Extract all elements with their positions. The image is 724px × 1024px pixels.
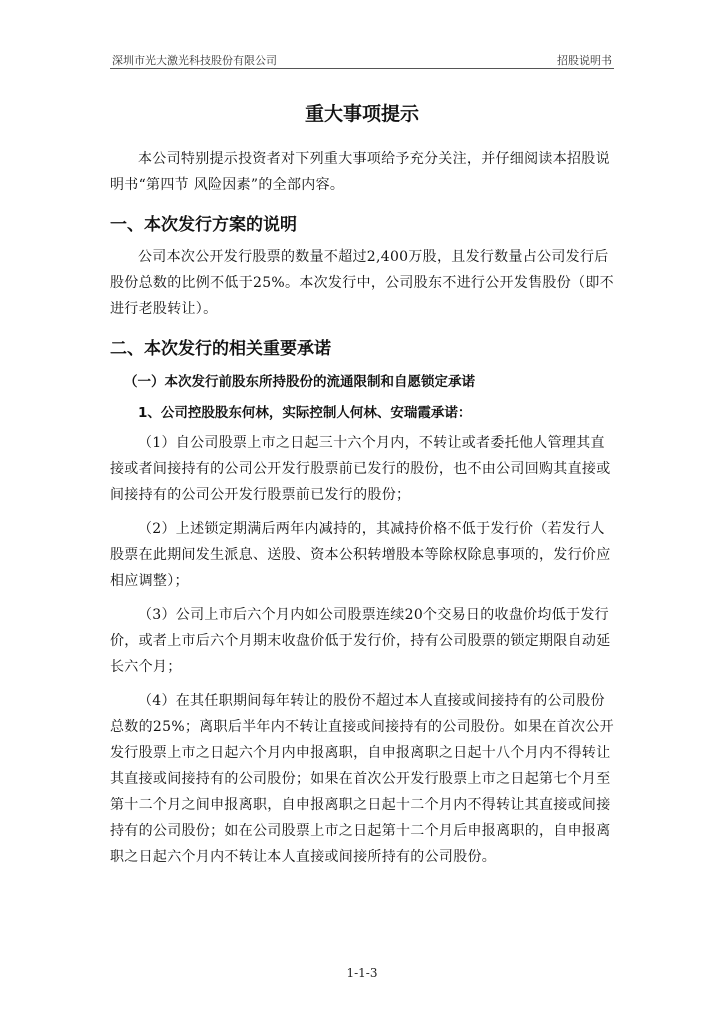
page-title: 重大事项提示 xyxy=(304,103,419,125)
section1-heading: 一、本次发行方案的说明 xyxy=(110,215,297,235)
page-number: 1-1-3 xyxy=(346,966,378,980)
page-header xyxy=(110,50,614,69)
section2-heading: 二、本次发行的相关重要承诺 xyxy=(110,339,331,359)
item1-heading: 1、公司控股股东何林，实际控制人何林、安瑞霞承诺： xyxy=(138,405,472,421)
header-company-name: 深圳市光大激光科技股份有限公司 xyxy=(112,54,277,67)
clause-4: （4）在其任职期间每年转让的股份不超过本人直接或间接持有的公司股份总数的25%；离职后半年内不转让直接或间接持有的公司股份。如果在首次公开发行股票上市之日起六个月内申报离职，自申报离职之日起十八个月内不得转让其直接或间接持有的公司股份；如果在首次公开发行股票上市之日起第七个月至第十二个月之间申报离职，自申报离职之日起十二个月内不得转让其直接或间接持有的公司股份；如在公司股票上市之日起第十二个月后申报离职的，自申报离职之日起六个月内不转让本人直接或间接所持有的公司股份。 xyxy=(110,693,614,865)
intro-paragraph: 本公司特别提示投资者对下列重大事项给予充分关注，并仔细阅读本招股说明书“第四节 风险因素”的全部内容。 xyxy=(110,151,610,193)
page-content xyxy=(110,92,614,870)
section1-body: 公司本次公开发行股票的数量不超过2,400万股，且发行数量占公司发行后股份总数的比例不低于25%。本次发行中，公司股东不进行公开发售股份（即不进行老股转让）。 xyxy=(110,249,614,317)
clause-1: （1）自公司股票上市之日起三十六个月内，不转让或者委托他人管理其直接或者间接持有的公司公开发行股票前已发行的股份，也不由公司回购其直接或间接持有的公司公开发行股票前已发行的股份； xyxy=(110,435,611,503)
header-document-type: 招股说明书 xyxy=(557,54,612,67)
clause-3: （3）公司上市后六个月内如公司股票连续20个交易日的收盘价均低于发行价，或者上市后六个月期末收盘价低于发行价，持有公司股票的锁定期限自动延长六个月； xyxy=(110,607,611,675)
subsection1-heading: （一）本次发行前股东所持股份的流通限制和自愿锁定承诺 xyxy=(124,374,475,390)
clause-2: （2）上述锁定期满后两年内减持的，其减持价格不低于发行价（若发行人股票在此期间发生派息、送股、资本公积转增股本等除权除息事项的，发行价应相应调整）； xyxy=(110,521,611,589)
